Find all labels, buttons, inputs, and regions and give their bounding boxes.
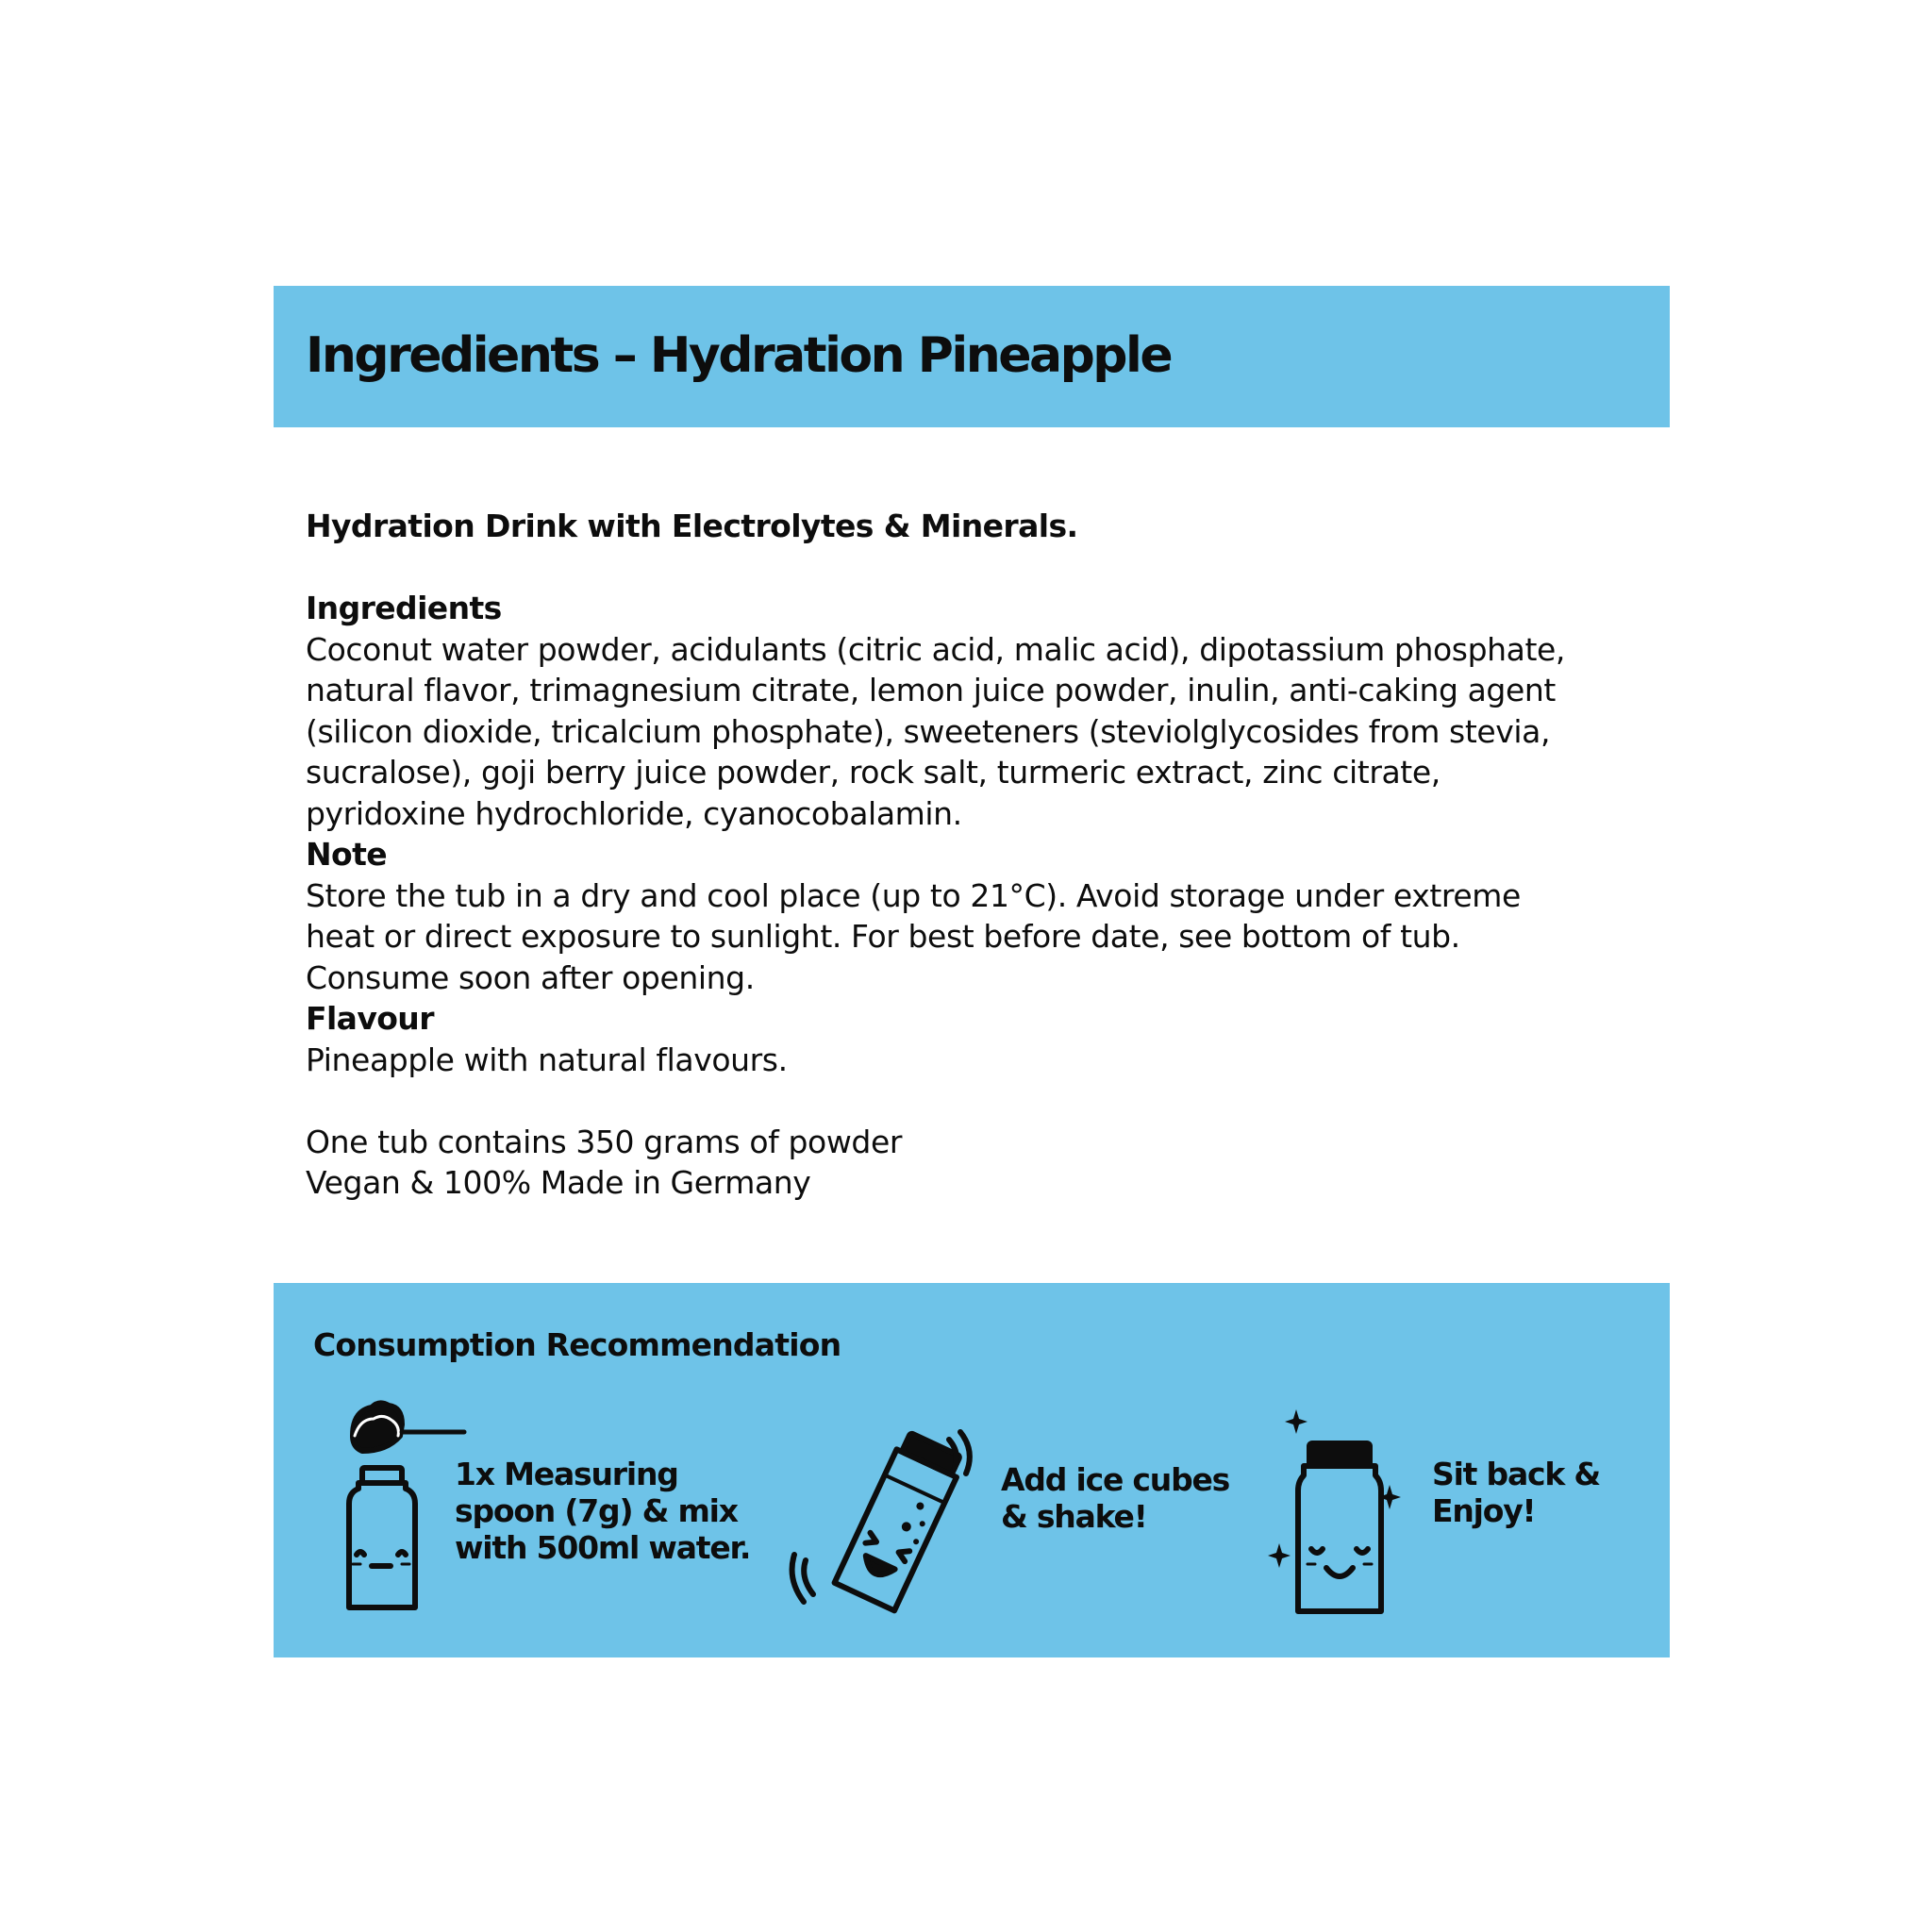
ingredients-line: natural flavor, trimagnesium citrate, lemon juice powder, inulin, anti-caking agent xyxy=(306,672,1556,708)
note-line: heat or direct exposure to sunlight. For best before date, see bottom of tub. xyxy=(306,918,1460,955)
consumption-recommendation-panel xyxy=(274,1283,1670,1657)
step-line: Sit back & xyxy=(1432,1456,1601,1492)
flavour-text: Pineapple with natural flavours. xyxy=(306,1041,788,1078)
ingredients-line: pyridoxine hydrochloride, cyanocobalamin. xyxy=(306,794,962,832)
flavour-heading: Flavour xyxy=(306,1000,434,1037)
origin-line: Vegan & 100% Made in Germany xyxy=(306,1164,811,1201)
ingredients-content xyxy=(306,506,1645,1204)
page-title: Ingredients – Hydration Pineapple xyxy=(306,327,1172,384)
step-line: with 500ml water. xyxy=(455,1529,751,1566)
step-measure-text xyxy=(455,1456,750,1566)
ingredients-heading: Ingredients xyxy=(306,590,502,626)
ingredients-line: Coconut water powder, acidulants (citric acid, malic acid), dipotassium phosphate, xyxy=(306,630,1565,668)
note-heading: Note xyxy=(306,836,388,873)
measuring-spoon-bottle-icon xyxy=(340,1398,472,1615)
recommendation-title: Consumption Recommendation xyxy=(313,1326,841,1363)
step-line: Add ice cubes xyxy=(1001,1461,1230,1498)
contents-line: One tub contains 350 grams of powder xyxy=(306,1123,903,1160)
sparkling-bottle-icon xyxy=(1264,1406,1415,1618)
step-line: & shake! xyxy=(1001,1498,1147,1535)
ingredients-line: (silicon dioxide, tricalcium phosphate), sweeteners (steviolglycosides from stevia, xyxy=(306,712,1551,750)
step-line: Enjoy! xyxy=(1432,1492,1536,1529)
note-line: Consume soon after opening. xyxy=(306,958,755,996)
step-line: 1x Measuring xyxy=(455,1456,678,1492)
spacer xyxy=(306,547,1645,589)
header-banner xyxy=(274,286,1670,427)
spacer xyxy=(306,1080,1645,1122)
ingredients-line: sucralose), goji berry juice powder, rock salt, turmeric extract, zinc citrate, xyxy=(306,754,1441,791)
step-shake-text xyxy=(1001,1461,1229,1535)
shaking-bottle-icon xyxy=(789,1426,996,1615)
step-enjoy-text xyxy=(1432,1456,1600,1529)
note-line: Store the tub in a dry and cool place (up to 21°C). Avoid storage under extreme xyxy=(306,876,1521,914)
step-line: spoon (7g) & mix xyxy=(455,1492,738,1529)
product-intro: Hydration Drink with Electrolytes & Minerals. xyxy=(306,508,1078,544)
